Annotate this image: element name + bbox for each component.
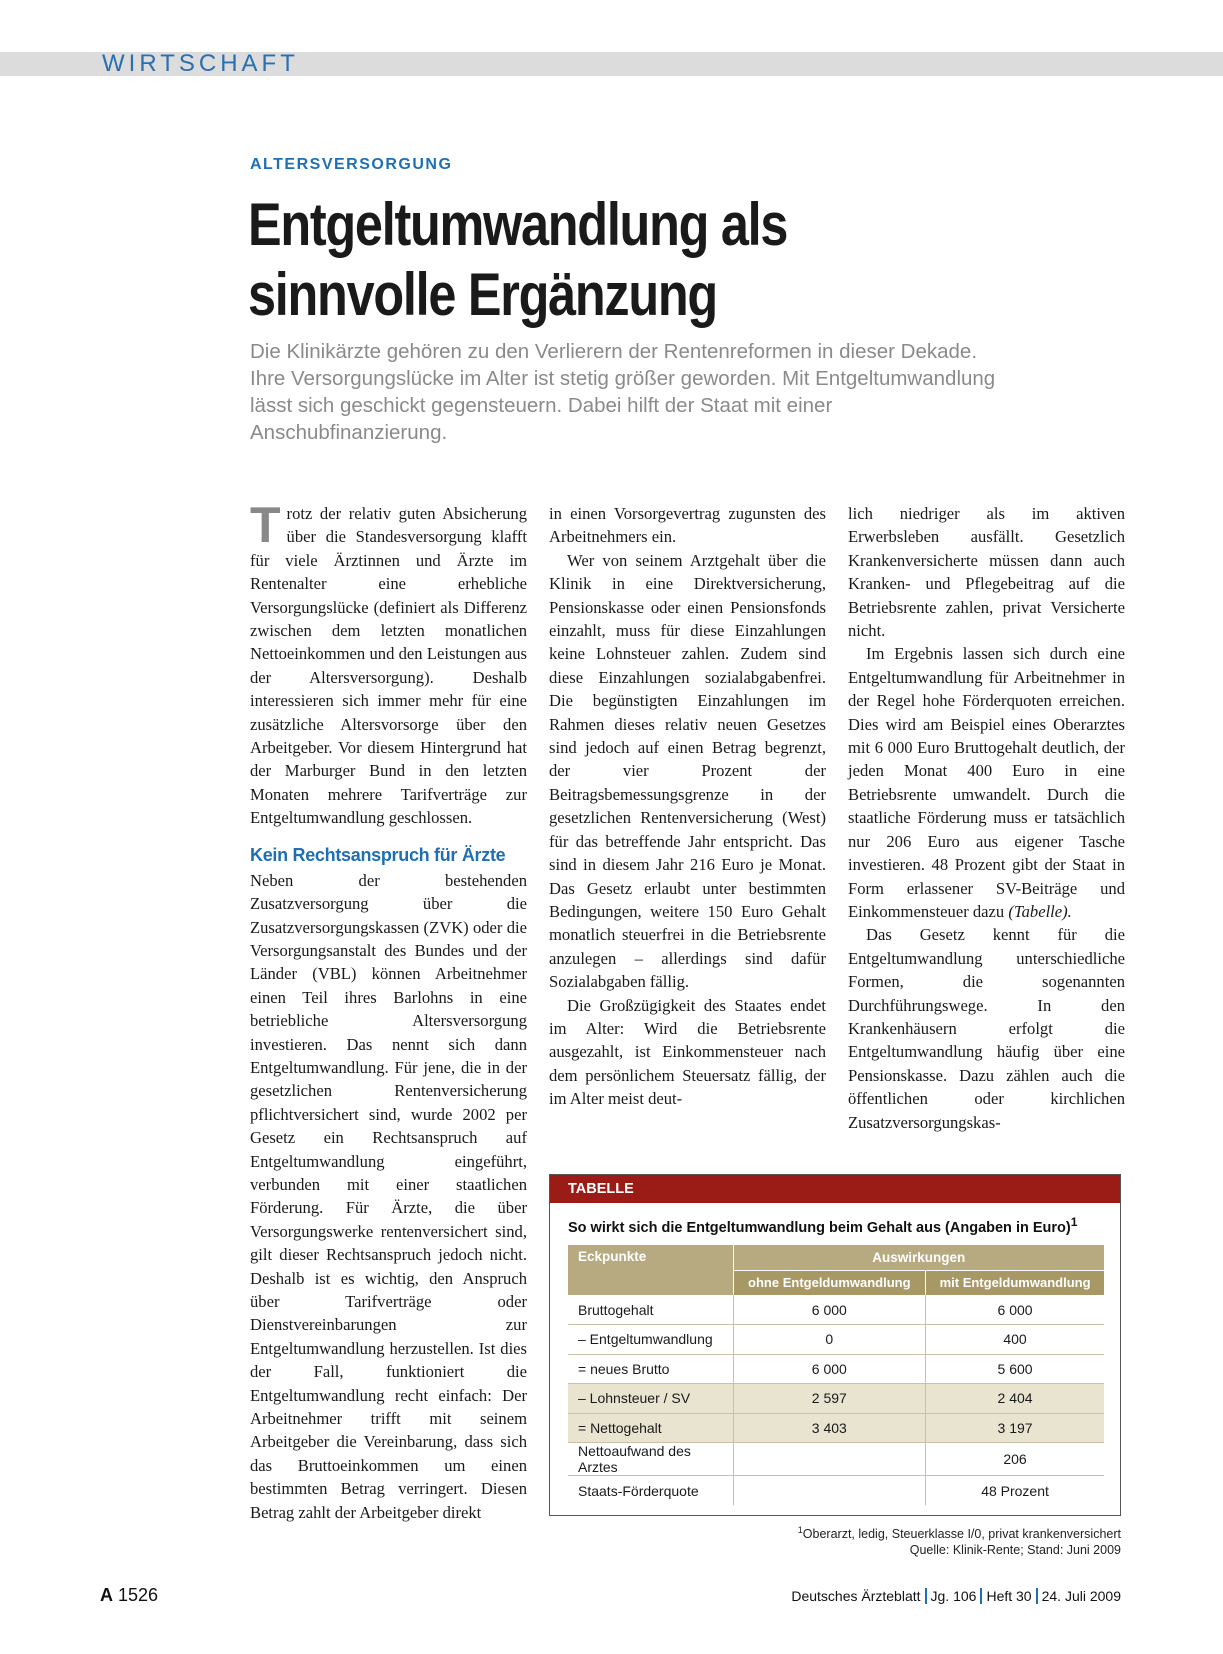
cell-ohne: 2 597 [733,1384,926,1414]
text-column-3 [848,502,1125,1134]
cell-mit: 48 Prozent [981,1482,1049,1499]
footnote-text: Oberarzt, ledig, Steuerklasse I/0, privat krankenversichert [802,1527,1121,1542]
journal-date: 24. Juli 2009 [1041,1588,1121,1604]
data-table [568,1245,1104,1505]
journal-info [791,1588,1121,1604]
paragraph: in einen Vorsorgevertrag zugunsten des Arbeitnehmers ein. [549,504,826,547]
text-column-2 [549,502,826,1111]
separator [1036,1588,1038,1604]
row-label: – Entgeltumwandlung [568,1325,733,1355]
paragraph-text: Im Ergebnis lassen sich durch eine Entgeltumwandlung für Arbeitnehmer in der Regel hohe Förderquoten erreichen. Dies wird am Beispiel eines Oberarztes mit 6 000 Euro Bruttogehalt deutlich, der jeden Monat 400 Euro in eine Betriebsrente umwandelt. Durch die staatliche Förderung muss er tatsächlich nur 206 Euro aus eigener Tasche investieren. 48 Prozent gibt der Staat in Form erlassener SV-Beiträge und Einkommensteuer dazu [848,644,1125,921]
table-row [568,1295,1104,1325]
cell-ohne [733,1476,926,1506]
journal-name: Deutsches Ärzteblatt [791,1588,921,1604]
table-box [549,1174,1121,1516]
column-header-mit: mit Entgeldumwandlung [926,1270,1104,1295]
footnote-line-1 [798,1522,1121,1542]
table-label: TABELLE [550,1175,1120,1203]
paragraph-text: rotz der relativ guten Absicherung über die Standesversorgung klafft für viele Ärztinnen und Ärzte im Rentenalter eine erhebliche Versorgungslücke (definiert als Differenz zwischen dem letzten monatlichen Nettoeinkommen und den Leistungen aus der Altersversorgung). Deshalb interessieren sich immer mehr für eine zusätzliche Altersvorsorge über den Arbeitgeber. Vor diesem Hintergrund hat der Marburger Bund in den letzten Monaten mehrere Tarifverträge zur Entgeltumwandlung geschlossen. [250,504,527,828]
text-column-1 [250,497,527,1524]
drop-cap: T [250,497,281,553]
cell-ohne: 6 000 [733,1354,926,1384]
separator [980,1588,982,1604]
cell-mit: 400 [926,1325,1104,1355]
subheading: Kein Rechtsanspruch für Ärzte [250,844,506,865]
paragraph: Wer von seinem Arztgehalt über die Klinik in eine Direktversicherung, Pensionskasse oder einen Pensionsfonds einzahlt, muss für diese Einzahlungen keine Lohnsteuer zahlen. Zudem sind diese Einzahlungen sozialabgabenfrei. Die begünstigten Einzahlungen im Rahmen dieses relativ neuen Gesetzes sind jedoch auf einen Betrag begrenzt, der vier Prozent der Beitragsbemessungsgrenze in der gesetzlichen Rentenversicherung (West) für das betreffende Jahr entspricht. Das sind in diesem Jahr 216 Euro je Monat. Das Gesetz erlaubt unter bestimmten Bedingungen, weitere 150 Euro Gehalt monatlich steuerfrei in die Betriebsrente anzulegen – allerdings sind dafür Sozialabgaben fällig. [549,550,826,992]
page-number-value: 1526 [118,1585,159,1605]
table-footnote [798,1522,1121,1558]
table-row [568,1443,1104,1476]
row-label: Bruttogehalt [568,1295,733,1325]
article-title [248,190,920,330]
row-label: = Nettogehalt [568,1413,733,1443]
column-header-auswirkungen: Auswirkungen [733,1245,1104,1270]
cell-mit: 3 197 [926,1413,1104,1443]
row-label: = neues Brutto [568,1354,733,1384]
paragraph: Das Gesetz kennt für die Entgeltumwandlung unterschiedliche Formen, die sogenannten Durchführungswege. In den Krankenhäusern erfolgt die Entgeltumwandlung häufig über eine Pensionskasse. Dazu zählen auch die öffentlichen oder kirchlichen Zusatzversorgungskas- [848,925,1125,1132]
table-row [568,1384,1104,1414]
table-row [568,1413,1104,1443]
cell-ohne: 0 [733,1325,926,1355]
cell-ohne [733,1443,926,1476]
journal-issue: Heft 30 [986,1588,1032,1604]
footnote-marker: 1 [797,1525,803,1535]
title-line-1: Entgeltumwandlung als [248,191,788,258]
row-label: – Lohnsteuer / SV [568,1384,733,1414]
page-number [100,1585,158,1606]
caption-text: So wirkt sich die Entgeltumwandlung beim Gehalt aus (Angaben in Euro) [568,1219,1071,1236]
page-prefix: A [100,1585,113,1605]
cell-ohne: 3 403 [733,1413,926,1443]
article-kicker: ALTERSVERSORGUNG [250,156,453,173]
cell-mit: 2 404 [926,1384,1104,1414]
journal-volume: Jg. 106 [930,1588,977,1604]
paragraph: Neben der bestehenden Zusatzversorgung über die Zusatzversorgungskassen (ZVK) oder die Versorgungsanstalt des Bundes und der Länder (VBL) können Arbeitnehmer einen Teil ihres Barlohns in eine betriebliche Altersversorgung investieren. Das nennt sich dann Entgeltumwandlung. Für jene, die in der gesetzlichen Rentenversicherung pflichtversichert sind, wurde 2002 per Gesetz ein Rechtsanspruch auf Entgeltumwandlung eingeführt, verbunden mit einer staatlichen Förderung. Für Ärzte, die über Versorgungswerke rentenversichert sind, gilt dieser Rechtsanspruch jedoch nicht. Deshalb ist es wichtig, den Anspruch über Tarifverträge oder Dienstvereinbarungen zur Entgeltumwandlung herzustellen. Ist dies der Fall, funktioniert die Entgeltumwandlung recht einfach: Der Arbeitnehmer trifft mit seinem Arbeitgeber die Vereinbarung, dass sich das Bruttoeinkommen um einen bestimmten Betrag verringert. Diesen Betrag zahlt der Arbeitgeber direkt [250,870,527,1522]
column-header-ohne: ohne Entgeldumwandlung [733,1270,926,1295]
title-line-2: sinnvolle Ergänzung [248,261,717,328]
table-row [568,1354,1104,1384]
table-reference: (Tabelle). [1008,901,1072,921]
caption-footnote-marker: 1 [1070,1215,1078,1229]
separator [925,1588,927,1604]
paragraph: lich niedriger als im aktiven Erwerbsleben ausfällt. Gesetzlich Krankenversicherte müssen dann auch Kranken- und Pflegebeitrag auf die Betriebsrente zahlen, privat Versicherte nicht. [848,504,1125,641]
cell-mit: 206 [926,1443,1104,1476]
row-label: Nettoaufwand des Arztes [568,1443,733,1476]
paragraph [250,497,527,830]
table-row [568,1325,1104,1355]
table-caption [550,1203,1120,1245]
cell-mit: 6 000 [926,1295,1104,1325]
cell-ohne: 6 000 [733,1295,926,1325]
cell-mit: 5 600 [926,1354,1104,1384]
article-lead: Die Klinikärzte gehören zu den Verlierern der Rentenreformen in dieser Dekade. Ihre Versorgungslücke im Alter ist stetig größer geworden. Mit Entgeltumwandlung lässt sich geschickt gegensteuern. Dabei hilft der Staat mit einer Anschubfinanzierung. [250,340,996,444]
table-row [568,1476,1104,1506]
paragraph [848,642,1125,923]
column-header-eckpunkte: Eckpunkte [568,1245,733,1295]
paragraph: Die Großzügigkeit des Staates endet im Alter: Wird die Betriebsrente ausgezahlt, ist Einkommensteuer nach dem persönlichem Steuersatz fällig, der im Alter meist deut- [549,995,826,1109]
footnote-source: Quelle: Klinik-Rente; Stand: Juni 2009 [909,1543,1121,1558]
section-title: WIRTSCHAFT [102,50,299,77]
row-label: Staats-Förderquote [568,1476,733,1506]
